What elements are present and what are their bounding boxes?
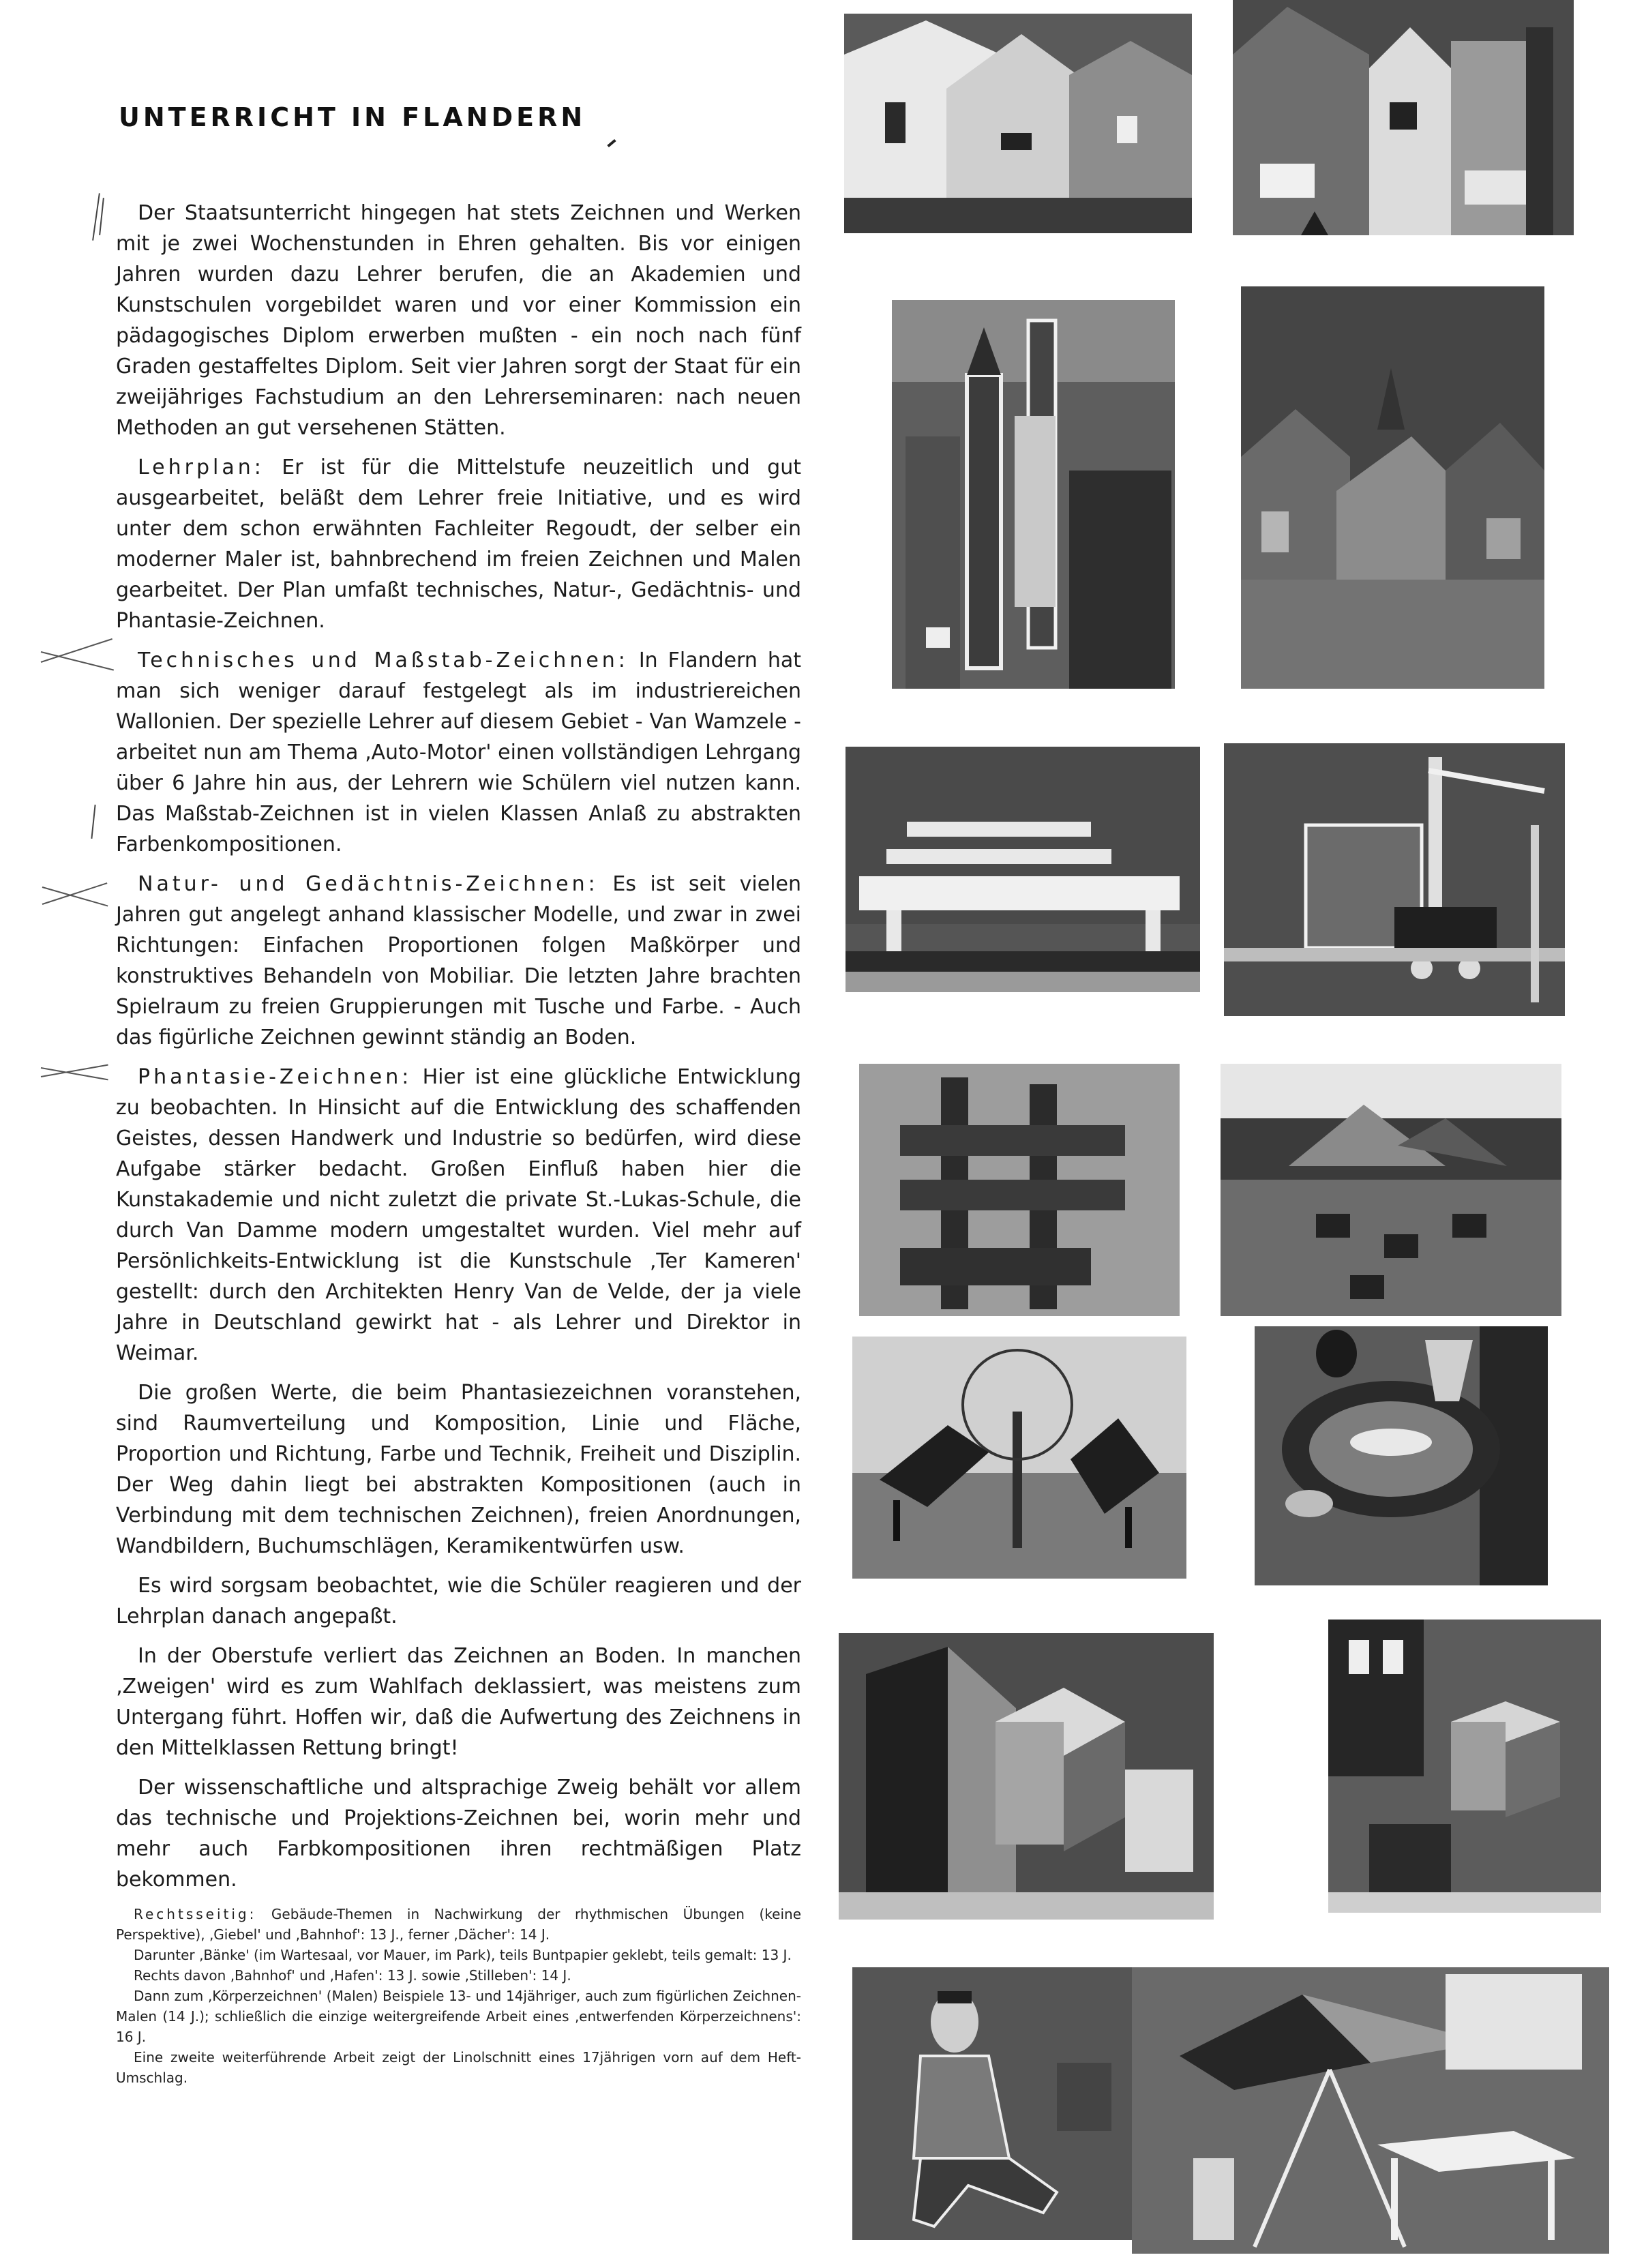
article-body bbox=[116, 198, 801, 1904]
artwork-bahnhof-1 bbox=[1233, 0, 1574, 235]
paragraph-text: Hier ist eine glückliche Entwicklung zu beobachten. In Hinsicht auf die Entwicklung des schaffenden Geistes, dessen Handwerk und Industrie so bedürfen, wird diese Aufgabe stärker bedacht. Großen Einfluß haben hier die Kunstakademie und nicht zuletzt die private St.-Lukas-Schule, die durch Van Damme modern umgestaltet wurden. Viel mehr auf Persönlichkeits-Entwicklung ist die Kunstschule ‚Ter Kameren' gestellt: durch den Architekten Henry Van de Velde, der ja viele Jahre in Deutschland gewirkt hat - als Lehrer und Direktor in Weimar. bbox=[116, 1065, 801, 1365]
paragraph-intro bbox=[116, 198, 801, 443]
caption-lead: Rechtsseitig: bbox=[134, 1906, 257, 1922]
paragraph-beobachtet bbox=[116, 1570, 801, 1632]
paragraph-text: Er ist für die Mittelstufe neuzeitlich und gut ausgearbeitet, beläßt dem Lehrer freie Initiative, und es wird unter dem schon erwähnten Fachleiter Regoudt, der selber ein moderner Maler ist, bahnbrechend im freien Zeichnen und Malen gearbeitet. Der Plan umfaßt technisches, Natur-, Gedächtnis- und Phantasie-Zeichnen. bbox=[116, 456, 801, 633]
caption-item bbox=[116, 1965, 801, 1986]
text-column bbox=[116, 0, 801, 2268]
artwork-bahnhof-2 bbox=[1224, 743, 1565, 1016]
caption-text: Gebäude-Themen in Nachwirkung der rhythmischen Übungen (keine Perspektive), ‚Giebel' und ‚Bahnhof': 13 J., ferner ‚Dächer': 14 J. bbox=[116, 1906, 801, 1943]
artwork-daecher-1 bbox=[892, 300, 1175, 689]
paragraph-text: Der Staatsunterricht hingegen hat stets Zeichnen und Werken mit je zwei Wochenstunden in Ehren gehalten. Bis vor einigen Jahren wurden dazu Lehrer berufen, die an Akademien und Kunstschulen vorgebildet waren und vor einer Kommission ein pädagogisches Diplom erwerben mußten - ein noch nach fünf Graden gestaffeltes Diplom. Seit vier Jahren sorgt der Staat für ein zweijähriges Fachstudium an den Lehrerseminaren: nach neuen Methoden an gut versehenen Stätten. bbox=[116, 201, 801, 440]
caption-text: Darunter ‚Bänke' (im Wartesaal, vor Mauer, im Park), teils Buntpapier geklebt, teils gemalt: 13 J. bbox=[134, 1947, 792, 1963]
paragraph-lead: Phantasie-Zeichnen: bbox=[138, 1065, 413, 1089]
caption-item bbox=[116, 1986, 801, 2047]
artwork-figur bbox=[852, 1967, 1139, 2240]
artwork-entwerfendes-koerperzeichnen bbox=[1132, 1967, 1609, 2254]
paragraph-zweig bbox=[116, 1772, 801, 1895]
artwork-giebel bbox=[844, 14, 1192, 233]
artwork-stilleben bbox=[1255, 1326, 1548, 1585]
paragraph-lead: Lehrplan: bbox=[138, 456, 265, 479]
caption-text: Rechts davon ‚Bahnhof' und ‚Hafen': 13 J. sowie ‚Stilleben': 14 J. bbox=[134, 1967, 571, 1984]
paragraph-phantasie bbox=[116, 1062, 801, 1369]
artwork-baenke-mauer bbox=[859, 1064, 1180, 1316]
page-title: UNTERRICHT IN FLANDERN bbox=[119, 102, 586, 132]
pencil-mark bbox=[91, 805, 95, 839]
paragraph-text: In der Oberstufe verliert das Zeichnen an Boden. In manchen ‚Zweigen' wird es zum Wahlfach deklassiert, was meistens zum Untergang führt. Hoffen wir, daß die Aufwertung des Zeichnens in den Mittelklassen Rettung bringt! bbox=[116, 1644, 801, 1760]
title-pen-mark bbox=[607, 139, 616, 147]
pencil-cross-mark bbox=[41, 651, 114, 671]
artwork-koerper-1 bbox=[839, 1633, 1214, 1920]
caption-item bbox=[116, 2047, 801, 2088]
paragraph-technisches bbox=[116, 645, 801, 860]
artwork-baenke-wartesaal bbox=[846, 747, 1200, 992]
paragraph-text: In Flandern hat man sich weniger darauf festgelegt als im industriereichen Wallonien. Der spezielle Lehrer auf diesem Gebiet - Van Wamzele - arbeitet nun am Thema ‚Auto-Motor' einen vollständigen Lehrgang über 6 Jahre hin aus, der Lehrern wie Schülern viel nutzen kann. Das Maßstab-Zeichnen ist in vielen Klassen Anlaß zu abstrakten Farbenkompositionen. bbox=[116, 648, 801, 856]
paragraph-lehrplan bbox=[116, 452, 801, 636]
caption-item bbox=[116, 1945, 801, 1965]
caption-text: Eine zweite weiterführende Arbeit zeigt der Linolschnitt eines 17jährigen vorn auf dem Heft-Umschlag. bbox=[116, 2049, 801, 2086]
pencil-mark bbox=[99, 198, 104, 235]
paragraph-text: Der wissenschaftliche und altsprachige Zweig behält vor allem das technische und Projektions-Zeichnen bei, worin mehr und mehr auch Farbkompositionen ihren rechtmäßigen Platz bekommen. bbox=[116, 1776, 801, 1892]
paragraph-werte bbox=[116, 1377, 801, 1562]
paragraph-text: Es wird sorgsam beobachtet, wie die Schüler reagieren und der Lehrplan danach angepaßt. bbox=[116, 1574, 801, 1628]
paragraph-lead: Natur- und Gedächtnis-Zeichnen: bbox=[138, 872, 599, 896]
caption-text: Dann zum ‚Körperzeichnen' (Malen) Beispiele 13- und 14jähriger, auch zum figürlichen Zeichnen-Malen (14 J.); schließlich die einzige weitergreifende Arbeit eines ‚entwerfenden Körperzeichnens': 16 J. bbox=[116, 1988, 801, 2045]
pencil-cross-mark bbox=[42, 882, 108, 905]
artwork-daecher-2 bbox=[1241, 286, 1544, 689]
paragraph-text: Die großen Werte, die beim Phantasiezeichnen voranstehen, sind Raumverteilung und Komposition, Linie und Fläche, Proportion und Richtung, Farbe und Technik, Freiheit und Disziplin. Der Weg dahin liegt bei abstrakten Kompositionen (auch in Verbindung mit dem technischen Zeichnen), freien Anordnungen, Wandbildern, Buchumschlägen, Keramikentwürfen usw. bbox=[116, 1381, 801, 1558]
paragraph-text: Es ist seit vielen Jahren gut angelegt anhand klassischer Modelle, und zwar in zwei Richtungen: Einfachen Proportionen folgen Maßkörper und konstruktives Behandeln von Mobiliar. Die letzten Jahre brachten Spielraum zu freien Gruppierungen mit Tusche und Farbe. - Auch das figürliche Zeichnen gewinnt ständig an Boden. bbox=[116, 872, 801, 1049]
pencil-cross-mark bbox=[41, 638, 113, 663]
paragraph-natur bbox=[116, 869, 801, 1053]
image-captions bbox=[116, 1904, 801, 2088]
artwork-koerper-2 bbox=[1328, 1620, 1601, 1913]
pencil-cross-mark bbox=[41, 1064, 108, 1077]
artwork-hafen bbox=[1221, 1064, 1561, 1316]
paragraph-lead: Technisches und Maßstab-Zeichnen: bbox=[138, 648, 629, 672]
pencil-cross-mark bbox=[42, 886, 108, 906]
artwork-baenke-park bbox=[852, 1337, 1186, 1579]
caption-item bbox=[116, 1904, 801, 1945]
paragraph-oberstufe bbox=[116, 1641, 801, 1763]
